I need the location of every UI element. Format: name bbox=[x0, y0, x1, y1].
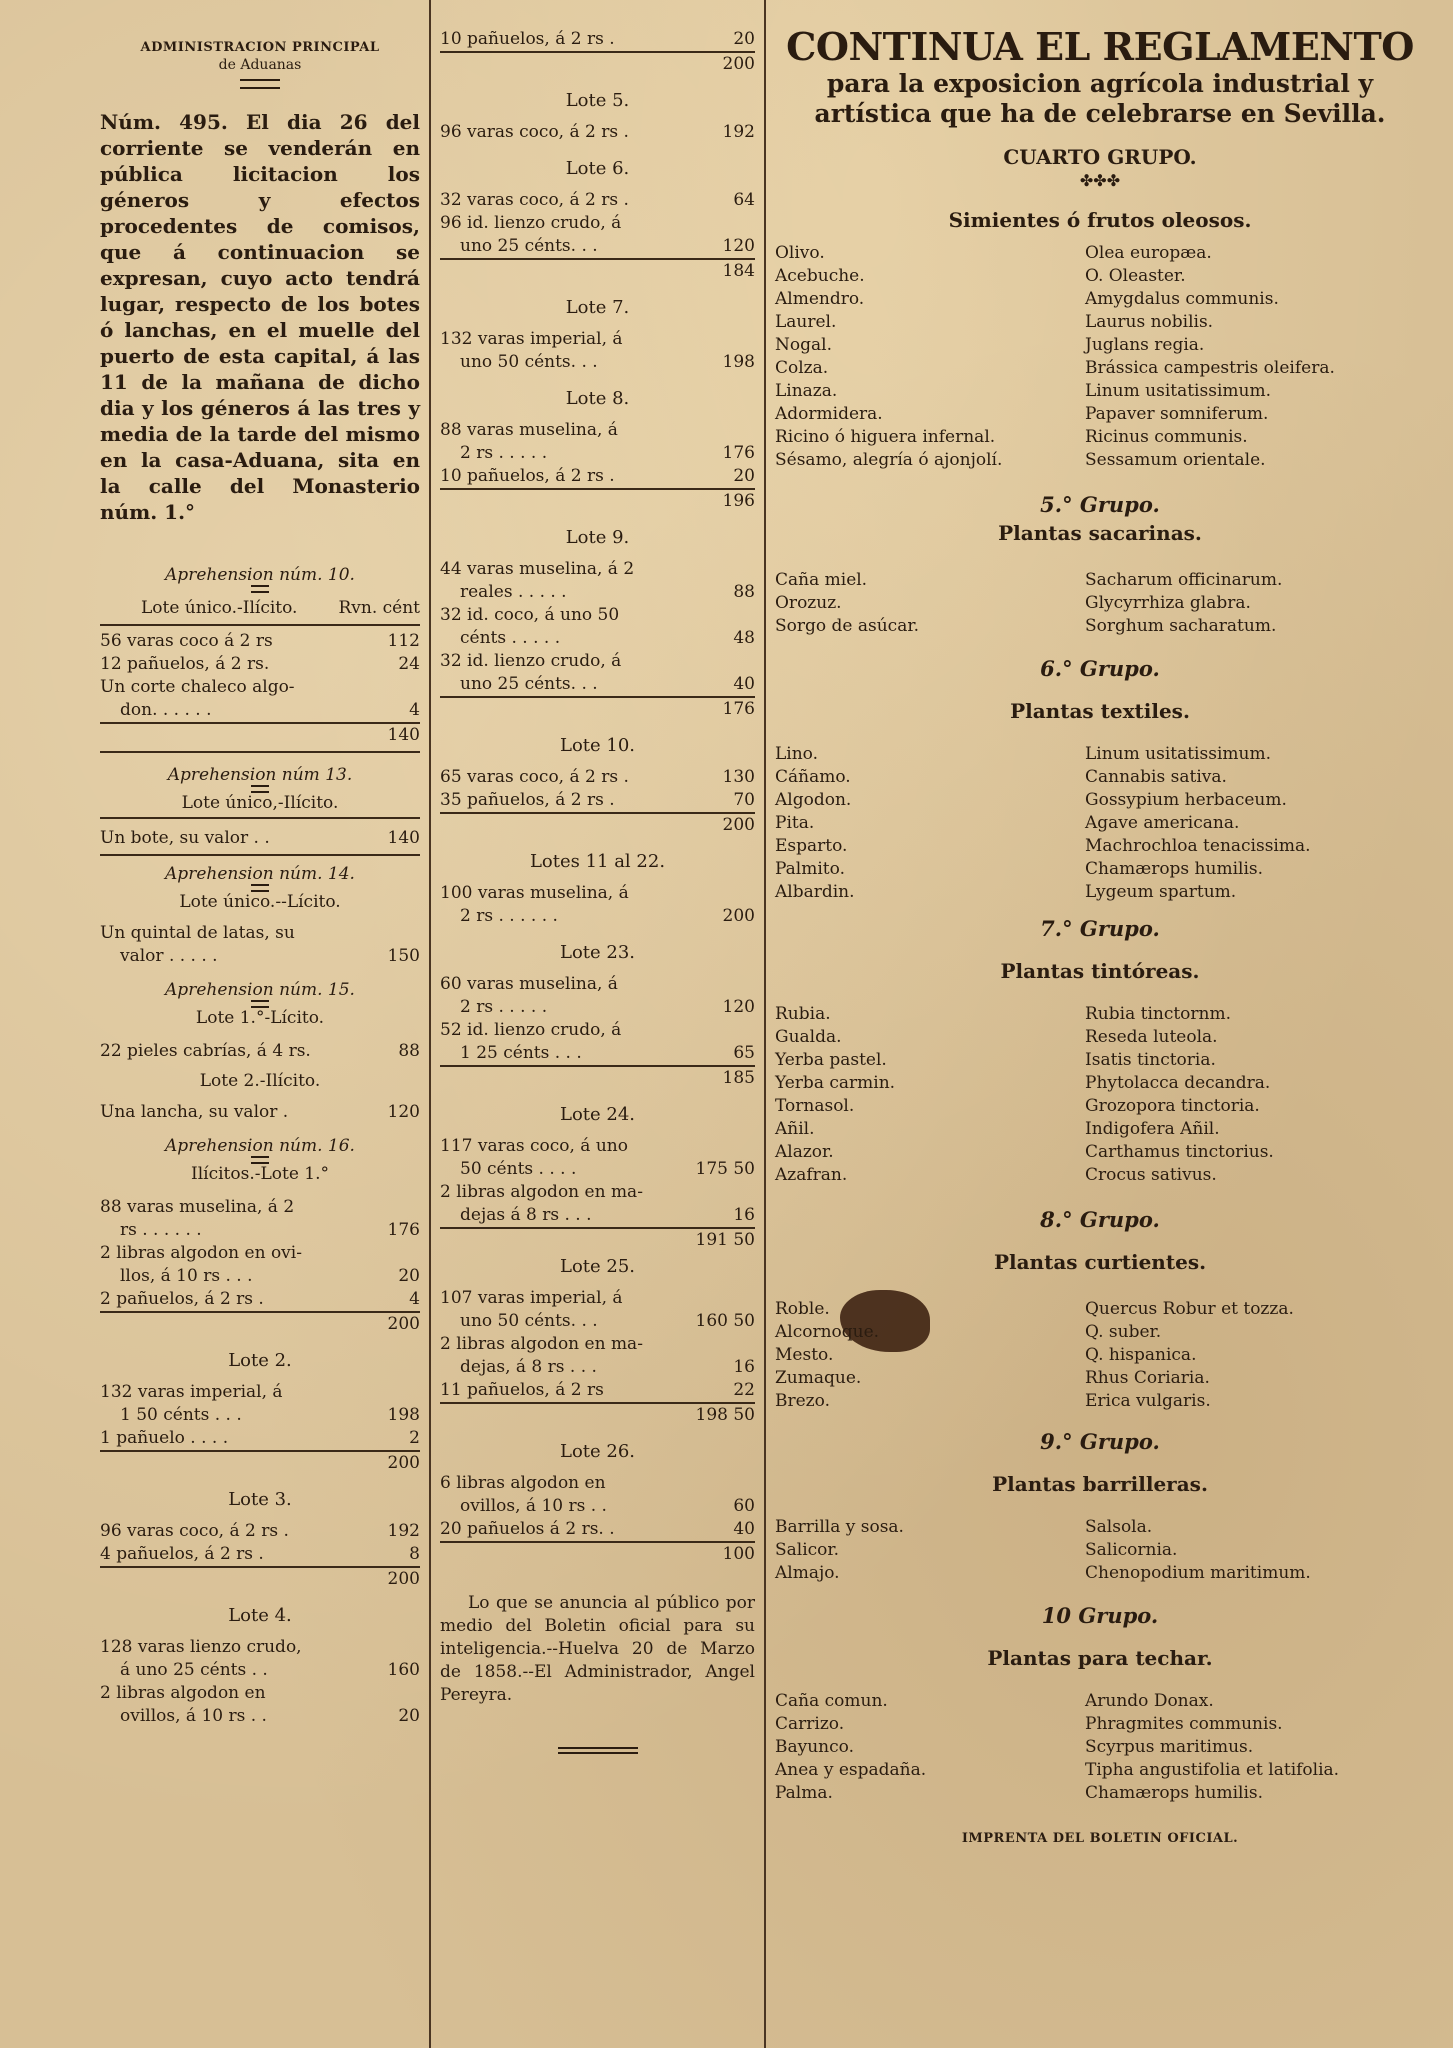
list-item: Sorgo de asúcar. Sorghum sacharatum. bbox=[775, 616, 1277, 636]
admin-header: ADMINISTRACION PRINCIPAL bbox=[140, 40, 380, 55]
table-row: 2 libras algodon en ma- bbox=[440, 1182, 643, 1202]
printer-footer: IMPRENTA DEL BOLETIN OFICIAL. bbox=[961, 1831, 1239, 1846]
g8-number: 8.° Grupo. bbox=[1040, 1207, 1160, 1232]
total-row: 191 50 bbox=[695, 1230, 755, 1250]
list-item: Esparto. Machrochloa tenacissima. bbox=[775, 836, 1311, 856]
total-row: 198 50 bbox=[695, 1405, 755, 1425]
list-item: Nogal. Juglans regia. bbox=[775, 335, 1205, 355]
table-row: 4 pañuelos, á 2 rs . 8 bbox=[100, 1543, 420, 1568]
g6-heading: Plantas textiles. bbox=[1010, 699, 1190, 723]
total-row: 185 bbox=[722, 1068, 755, 1088]
table-row: 10 pañuelos, á 2 rs . 20 bbox=[440, 28, 755, 53]
table-row: 88 varas muselina, á bbox=[440, 420, 618, 440]
table-row: 96 varas coco, á 2 rs . 192 bbox=[440, 122, 755, 142]
table-row: uno 25 cénts. . . 120 bbox=[440, 235, 755, 260]
lotes-11-22-heading: Lotes 11 al 22. bbox=[529, 851, 666, 872]
table-row: 132 varas imperial, á bbox=[440, 329, 623, 349]
table-row: reales . . . . . 88 bbox=[460, 582, 755, 602]
g7-list bbox=[775, 1003, 1425, 1187]
table-row: 107 varas imperial, á bbox=[440, 1288, 623, 1308]
aprehension-14: Aprehension núm. 14. bbox=[165, 864, 355, 884]
list-item: Roble. Quercus Robur et tozza. bbox=[775, 1299, 1294, 1319]
table-row: 35 pañuelos, á 2 rs . 70 bbox=[440, 789, 755, 814]
table-row: Un quintal de latas, su bbox=[100, 923, 295, 943]
list-item: Linaza. Linum usitatissimum. bbox=[775, 381, 1271, 401]
table-row: rs . . . . . . 176 bbox=[120, 1220, 420, 1240]
table-row: Una lancha, su valor . 120 bbox=[100, 1102, 420, 1122]
list-item: Pita. Agave americana. bbox=[775, 813, 1240, 833]
list-item: Acebuche. O. Oleaster. bbox=[775, 266, 1186, 286]
table-row: 96 id. lienzo crudo, á bbox=[440, 213, 622, 233]
g7-number: 7.° Grupo. bbox=[1040, 916, 1160, 941]
list-item: Albardin. Lygeum spartum. bbox=[775, 882, 1237, 902]
list-item: Tornasol. Grozopora tinctoria. bbox=[775, 1096, 1260, 1116]
lote-5-heading: Lote 5. bbox=[565, 90, 630, 111]
list-item: Sésamo, alegría ó ajonjolí. Sessamum orientale. bbox=[775, 450, 1266, 470]
table-row: 44 varas muselina, á 2 bbox=[440, 559, 635, 579]
closing-paragraph: Lo que se anuncia al público por medio del Boletin oficial para su inteligencia.--Huelva 20 de Marzo de 1858.--El Administrador, Angel Pereyra. bbox=[440, 1593, 755, 1705]
lote-9-heading: Lote 9. bbox=[565, 527, 630, 548]
g9-heading: Plantas barrilleras. bbox=[992, 1472, 1208, 1496]
list-item: Colza. Brássica campestris oleifera. bbox=[775, 358, 1335, 378]
list-item: Ricino ó higuera infernal. Ricinus communis. bbox=[775, 427, 1248, 447]
aprehension-15: Aprehension núm. 15. bbox=[165, 980, 355, 1000]
aprehension-13: Aprehension núm 13. bbox=[167, 765, 353, 785]
ornament-icon: ✤✤✤ bbox=[1079, 171, 1121, 190]
total-row: 140 bbox=[387, 725, 420, 745]
g7-heading: Plantas tintóreas. bbox=[1000, 959, 1200, 983]
lote-24-heading: Lote 24. bbox=[559, 1104, 636, 1125]
table-row: 2 rs . . . . . 120 bbox=[460, 997, 755, 1017]
table-row: llos, á 10 rs . . . 20 bbox=[120, 1266, 420, 1286]
list-item: Lino. Linum usitatissimum. bbox=[775, 744, 1271, 764]
reglamento-title: CONTINUA EL REGLAMENTO bbox=[786, 24, 1414, 69]
intro-paragraph: Núm. 495. El dia 26 del corriente se venderán en pública licitacion los géneros y efectos procedentes de comisos, que á continuacion se expresan, cuyo acto tendrá lugar, respecto de los botes ó lanchas, en el muelle del puerto de esta capital, á las 11 de la mañana de dicho dia y los géneros á las tres y media de la tarde del mismo en la casa-Aduana, sita en la calle del Monasterio núm. 1.° bbox=[100, 110, 420, 524]
list-item: Salicor. Salicornia. bbox=[775, 1540, 1178, 1560]
g9-list bbox=[775, 1516, 1425, 1585]
table-row: 32 id. lienzo crudo, á bbox=[440, 651, 622, 671]
table-row: 56 varas coco á 2 rs 112 bbox=[100, 631, 420, 651]
total-row: 100 bbox=[722, 1544, 755, 1564]
table-row: Un bote, su valor . . 140 bbox=[100, 828, 420, 848]
ap10-rows bbox=[100, 630, 420, 747]
list-item: Mesto. Q. hispanica. bbox=[775, 1345, 1197, 1365]
table-row: 12 pañuelos, á 2 rs. 24 bbox=[100, 654, 420, 674]
total-row: 200 bbox=[722, 54, 755, 74]
middle-column bbox=[440, 0, 755, 2048]
column-rule-left bbox=[429, 0, 431, 2048]
table-row: 100 varas muselina, á bbox=[440, 883, 629, 903]
g9-number: 9.° Grupo. bbox=[1040, 1429, 1160, 1454]
total-row: 176 bbox=[722, 699, 755, 719]
table-row: 11 pañuelos, á 2 rs 22 bbox=[440, 1379, 755, 1404]
list-item: Rubia. Rubia tinctornm. bbox=[775, 1004, 1232, 1024]
left-column: ADMINISTRACION PRINCIPAL de Aduanas Núm. 495. El dia 26 del corriente se venderán en pública licitacion los géneros y efectos procedentes de comisos, que á continuacion se expresan, cuyo acto tendrá lugar, respecto de los botes ó lanchas, en el muelle del puerto de esta capital, á las 11 de la mañana de dicho dia y los géneros á las tres y media de la tarde del mismo en la casa-Aduana, sita en la calle del Monasterio núm. 1.° Aprehension núm. 10. Lote único.-Ilícito. Rvn. cént 56 varas coco á 2 rs 112 12 pañuelos, á 2 rs. 24 Un corte chaleco algo- don. . . . . . 4 140 Aprehension núm 13. Lote único,-Ilícito. Un bote, su valor . . 140 Aprehension núm. 14. Lote único.--Lícito. Un quintal de latas, su valor . . . . . 150 Aprehension núm. 15. Lote 1.°-Lícito. 22 pieles cabrías, á 4 rs. 88 Lote 2.-Ilícito. Una lancha, su valor . 120 Aprehension núm. 16. Ilícitos.-Lote 1.° 88 varas muselina, á 2 rs . . . . . . 176 2 libras algodon en ovi- llos, á 10 rs . . . 20 2 pañuelos, á 2 rs . 4 200 Lote 2. 132 varas imperial, á 1 50 cénts . . . 198 1 pañuelo . . . . 2 200 Lote 3. 96 varas coco, á 2 rs . 192 4 pañuelos, á 2 rs . 8 200 Lote 4. 128 varas lienzo crudo, á uno 25 cénts . . 160 2 libras algodon en ovillos, á 10 rs . . 20 bbox=[100, 40, 420, 1726]
table-row: 1 pañuelo . . . . 2 bbox=[100, 1427, 420, 1452]
g10-heading: Plantas para techar. bbox=[987, 1646, 1213, 1670]
table-row: 50 cénts . . . . 175 50 bbox=[460, 1159, 755, 1179]
lote-4-heading: Lote 4. bbox=[228, 1605, 292, 1626]
total-row: 200 bbox=[387, 1314, 420, 1334]
total-row: 196 bbox=[722, 491, 755, 511]
table-row: 52 id. lienzo crudo, á bbox=[440, 1020, 622, 1040]
lote-unico-header: Lote único.-Ilícito. Rvn. cént bbox=[140, 598, 420, 618]
list-item: Anea y espadaña. Tipha angustifolia et latifolia. bbox=[775, 1760, 1340, 1780]
list-item: Cáñamo. Cannabis sativa. bbox=[775, 767, 1227, 787]
g4-list bbox=[775, 242, 1425, 472]
table-row: ovillos, á 10 rs . . 20 bbox=[120, 1706, 420, 1726]
table-row: 2 libras algodon en ovi- bbox=[100, 1243, 302, 1263]
cuarto-grupo: CUARTO GRUPO. bbox=[1003, 145, 1197, 169]
list-item: Caña miel. Sacharum officinarum. bbox=[775, 570, 1283, 590]
total-row: 200 bbox=[387, 1569, 420, 1589]
table-row: 20 pañuelos á 2 rs. . 40 bbox=[440, 1518, 755, 1543]
g5-heading: Plantas sacarinas. bbox=[998, 521, 1202, 545]
total-row: 200 bbox=[387, 1453, 420, 1473]
table-row: 10 pañuelos, á 2 rs . 20 bbox=[440, 465, 755, 490]
column-rule-right bbox=[764, 0, 766, 2048]
g4-heading: Simientes ó frutos oleosos. bbox=[948, 208, 1252, 232]
table-row: á uno 25 cénts . . 160 bbox=[120, 1660, 420, 1680]
aprehension-16: Aprehension núm. 16. bbox=[165, 1136, 355, 1156]
lote-25-heading: Lote 25. bbox=[559, 1256, 636, 1277]
table-row: 2 libras algodon en bbox=[100, 1683, 266, 1703]
table-row: valor . . . . . 150 bbox=[120, 946, 420, 966]
table-row: cénts . . . . . 48 bbox=[460, 628, 755, 648]
list-item: Adormidera. Papaver somniferum. bbox=[775, 404, 1269, 424]
total-row: 184 bbox=[722, 261, 755, 281]
table-row: 132 varas imperial, á bbox=[100, 1382, 283, 1402]
table-row: 2 rs . . . . . 176 bbox=[460, 443, 755, 463]
list-item: Orozuz. Glycyrrhiza glabra. bbox=[775, 593, 1251, 613]
list-item: Brezo. Erica vulgaris. bbox=[775, 1391, 1211, 1411]
list-item: Algodon. Gossypium herbaceum. bbox=[775, 790, 1287, 810]
lote-23-heading: Lote 23. bbox=[559, 942, 636, 963]
list-item: Palmito. Chamærops humilis. bbox=[775, 859, 1264, 879]
list-item: Almendro. Amygdalus communis. bbox=[775, 289, 1279, 309]
table-row: 96 varas coco, á 2 rs . 192 bbox=[100, 1521, 420, 1541]
list-item: Olivo. Olea europæa. bbox=[775, 243, 1212, 263]
list-item: Carrizo. Phragmites communis. bbox=[775, 1714, 1283, 1734]
list-item: Caña comun. Arundo Donax. bbox=[775, 1691, 1214, 1711]
table-row: 6 libras algodon en bbox=[440, 1473, 606, 1493]
lote-3-heading: Lote 3. bbox=[228, 1489, 292, 1510]
list-item: Zumaque. Rhus Coriaria. bbox=[775, 1368, 1210, 1388]
list-item: Añil. Indigofera Añil. bbox=[775, 1119, 1220, 1139]
total-row: 200 bbox=[722, 815, 755, 835]
list-item: Barrilla y sosa. Salsola. bbox=[775, 1517, 1153, 1537]
right-column bbox=[775, 0, 1425, 2048]
list-item: Laurel. Laurus nobilis. bbox=[775, 312, 1214, 332]
g10-number: 10 Grupo. bbox=[1041, 1603, 1159, 1628]
admin-subheader: de Aduanas bbox=[218, 57, 302, 73]
table-row: 88 varas muselina, á 2 bbox=[100, 1197, 295, 1217]
g8-heading: Plantas curtientes. bbox=[993, 1250, 1207, 1274]
list-item: Yerba pastel. Isatis tinctoria. bbox=[775, 1050, 1216, 1070]
double-rule bbox=[240, 79, 280, 89]
lote-6-heading: Lote 6. bbox=[565, 158, 630, 179]
g5-number: 5.° Grupo. bbox=[1040, 492, 1160, 517]
list-item: Alcornoque. Q. suber. bbox=[775, 1322, 1162, 1342]
lote-8-heading: Lote 8. bbox=[565, 388, 630, 409]
table-row: ovillos, á 10 rs . . 60 bbox=[460, 1496, 755, 1516]
table-row: 22 pieles cabrías, á 4 rs. 88 bbox=[100, 1041, 420, 1061]
g6-number: 6.° Grupo. bbox=[1040, 656, 1160, 681]
end-ornament bbox=[558, 1747, 638, 1754]
list-item: Palma. Chamærops humilis. bbox=[775, 1783, 1264, 1803]
table-row: dejas á 8 rs . . . 16 bbox=[440, 1204, 755, 1229]
list-item: Azafran. Crocus sativus. bbox=[775, 1165, 1217, 1185]
table-row: dejas, á 8 rs . . . 16 bbox=[460, 1357, 755, 1377]
list-item: Gualda. Reseda luteola. bbox=[775, 1027, 1218, 1047]
g6-list bbox=[775, 743, 1425, 904]
g8-list bbox=[775, 1298, 1425, 1413]
table-row: 1 25 cénts . . . 65 bbox=[440, 1042, 755, 1067]
table-row: 128 varas lienzo crudo, bbox=[100, 1637, 302, 1657]
table-row: 32 id. coco, á uno 50 bbox=[440, 605, 620, 625]
lote-26-heading: Lote 26. bbox=[559, 1441, 636, 1462]
list-item: Alazor. Carthamus tinctorius. bbox=[775, 1142, 1274, 1162]
g5-list bbox=[775, 569, 1425, 638]
list-item: Yerba carmin. Phytolacca decandra. bbox=[775, 1073, 1271, 1093]
lote-2-heading: Lote 2. bbox=[228, 1350, 292, 1371]
table-row: 32 varas coco, á 2 rs . 64 bbox=[440, 190, 755, 210]
lote-7-heading: Lote 7. bbox=[565, 297, 630, 318]
reglamento-subtitle: para la exposicion agrícola industrial y artística que ha de celebrarse en Sevilla. bbox=[814, 69, 1386, 128]
table-row: 2 pañuelos, á 2 rs . 4 bbox=[100, 1288, 420, 1313]
table-row: 60 varas muselina, á bbox=[440, 974, 618, 994]
table-row: Un corte chaleco algo- bbox=[100, 677, 295, 697]
lote-10-heading: Lote 10. bbox=[559, 735, 636, 756]
table-row: uno 50 cénts. . . 198 bbox=[460, 352, 755, 372]
table-row: 2 libras algodon en ma- bbox=[440, 1334, 643, 1354]
table-row: uno 50 cénts. . . 160 50 bbox=[460, 1311, 755, 1331]
table-row: uno 25 cénts. . . 40 bbox=[440, 673, 755, 698]
aprehension-10: Aprehension núm. 10. bbox=[165, 565, 355, 585]
table-row: 65 varas coco, á 2 rs . 130 bbox=[440, 767, 755, 787]
table-row: 2 rs . . . . . . 200 bbox=[460, 906, 755, 926]
g10-list bbox=[775, 1690, 1425, 1805]
list-item: Almajo. Chenopodium maritimum. bbox=[775, 1563, 1311, 1583]
table-row: 1 50 cénts . . . 198 bbox=[120, 1405, 420, 1425]
list-item: Bayunco. Scyrpus maritimus. bbox=[775, 1737, 1254, 1757]
table-row: 117 varas coco, á uno bbox=[440, 1136, 628, 1156]
table-row: don. . . . . . 4 bbox=[100, 699, 420, 724]
